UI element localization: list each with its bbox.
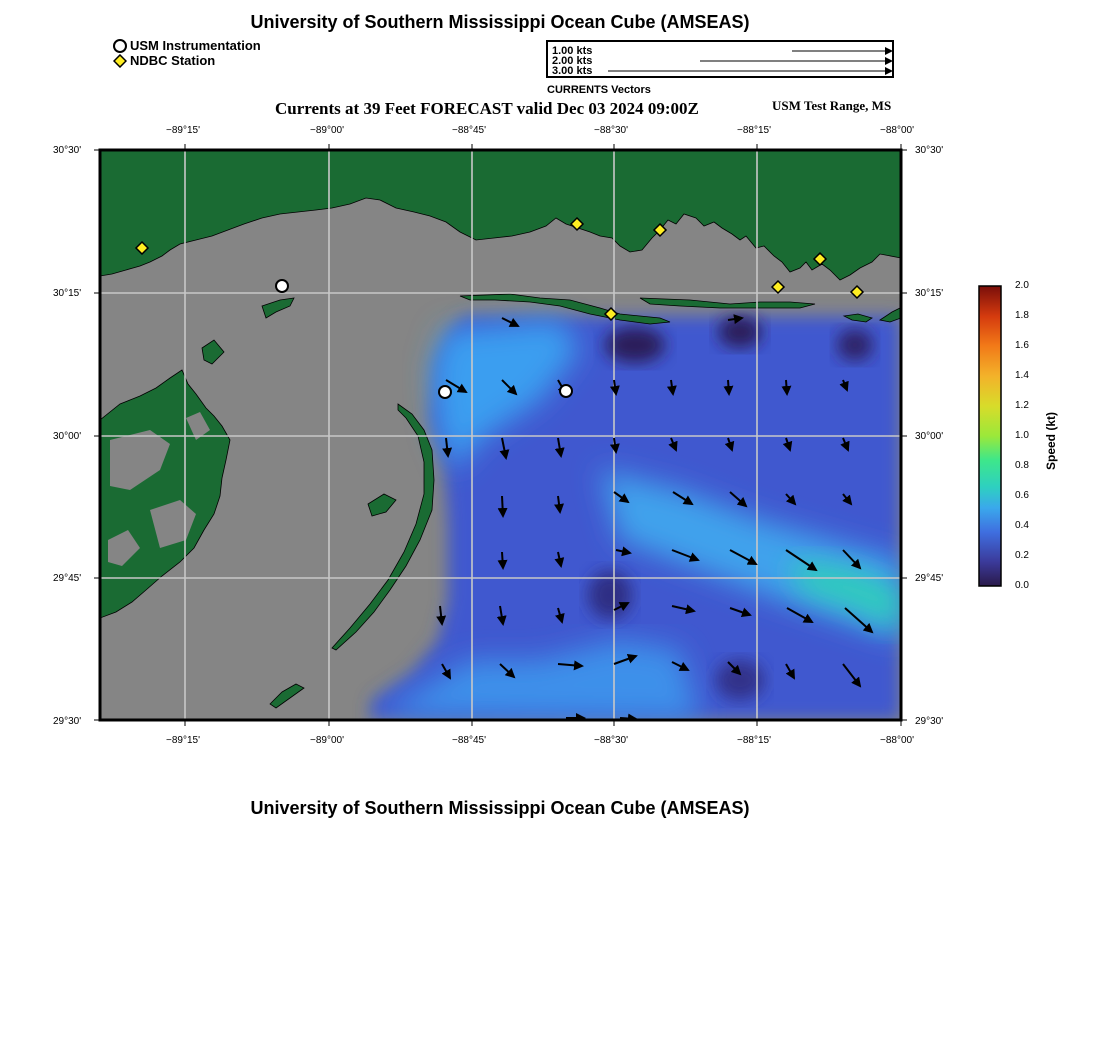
lat-tick-label: 29°45' (53, 573, 82, 584)
lat-tick-label: 30°15' (53, 288, 82, 299)
vector-key-caption: CURRENTS Vectors (547, 84, 651, 96)
usm-instrument-marker (276, 280, 288, 292)
colorbar-tick: 0.4 (1015, 520, 1029, 531)
colorbar-tick: 0.0 (1015, 580, 1029, 591)
colorbar-tick: 2.0 (1015, 280, 1029, 291)
vector-key-arrows (548, 42, 896, 80)
vector-key-label: 2.00 kts (552, 55, 593, 67)
lon-tick-label: −88°00' (880, 735, 914, 746)
lat-tick-label: 29°45' (915, 573, 944, 584)
diamond-icon (113, 54, 127, 68)
lat-tick-label: 30°30' (915, 145, 944, 156)
colorbar-tick: 0.6 (1015, 490, 1029, 501)
lon-tick-label: −89°15' (166, 735, 200, 746)
colorbar-tick: 1.6 (1015, 340, 1029, 351)
region-label: USM Test Range, MS (772, 98, 892, 113)
speed-field (370, 316, 900, 720)
usm-instrument-marker (560, 385, 572, 397)
lat-tick-label: 30°30' (53, 145, 82, 156)
lon-tick-label: −89°15' (166, 125, 200, 136)
lon-tick-label: −88°45' (452, 735, 486, 746)
legend-instrumentation-label: USM Instrumentation (130, 38, 261, 53)
legend-ndbc (113, 53, 313, 69)
current-arrow (502, 496, 503, 516)
usm-instrument-marker (439, 386, 451, 398)
current-arrow (502, 552, 503, 568)
vector-key-label: 3.00 kts (552, 65, 593, 77)
footer-title: University of Southern Mississippi Ocean Cube (AMSEAS) (250, 798, 750, 818)
circle-icon (113, 39, 127, 53)
map-title: University of Southern Mississippi Ocean Cube (AMSEAS) (250, 12, 750, 32)
colorbar-tick: 1.8 (1015, 310, 1029, 321)
colorbar-tick: 1.2 (1015, 400, 1029, 411)
colorbar-gradient (979, 286, 1001, 586)
lon-tick-label: −88°15' (737, 735, 771, 746)
legend-ndbc-label: NDBC Station (130, 53, 216, 68)
legend-instrumentation (113, 38, 313, 54)
lon-tick-label: −89°00' (310, 125, 344, 136)
colorbar (975, 280, 1005, 592)
colorbar-tick: 1.4 (1015, 370, 1029, 381)
lon-tick-label: −89°00' (310, 735, 344, 746)
lon-tick-label: −88°00' (880, 125, 914, 136)
lon-tick-label: −88°15' (737, 125, 771, 136)
map-subtitle: Currents at 39 Feet FORECAST valid Dec 03 2024 09:00Z (275, 99, 699, 118)
lat-tick-label: 30°00' (915, 431, 944, 442)
lat-tick-label: 30°00' (53, 431, 82, 442)
lon-tick-label: −88°30' (594, 735, 628, 746)
lat-tick-label: 29°30' (53, 716, 82, 727)
current-map (90, 140, 914, 732)
colorbar-tick: 0.2 (1015, 550, 1029, 561)
colorbar-tick: 0.8 (1015, 460, 1029, 471)
vector-key-label: 1.00 kts (552, 45, 593, 57)
lat-tick-label: 29°30' (915, 716, 944, 727)
current-arrow (728, 380, 729, 394)
colorbar-label: Speed (kt) (1044, 411, 1058, 470)
lon-tick-label: −88°30' (594, 125, 628, 136)
lon-tick-label: −88°45' (452, 125, 486, 136)
colorbar-tick: 1.0 (1015, 430, 1029, 441)
vector-key (546, 40, 894, 78)
lat-tick-label: 30°15' (915, 288, 944, 299)
current-arrow (786, 380, 787, 394)
